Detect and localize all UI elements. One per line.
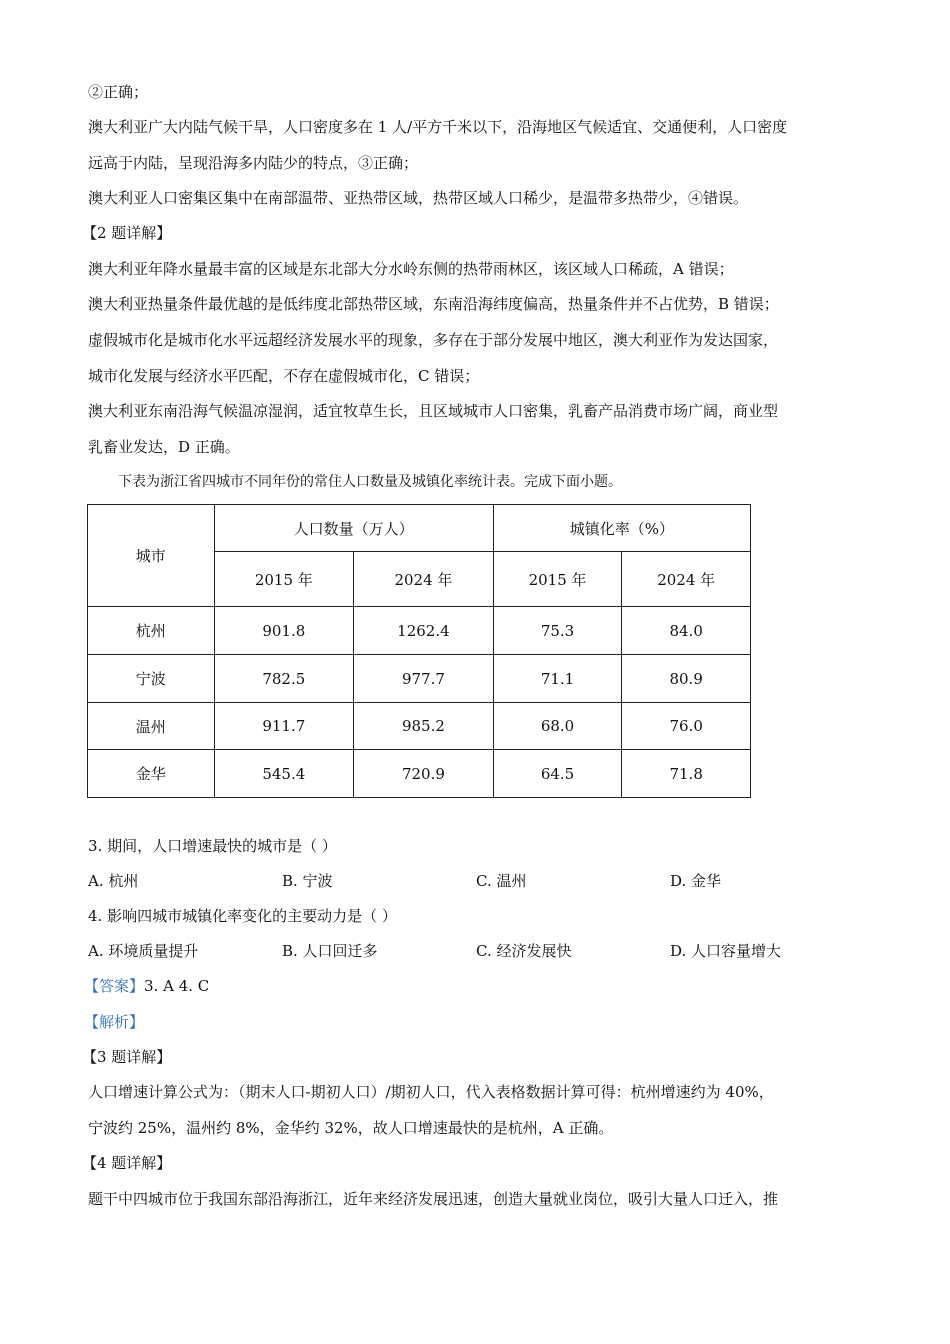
option-b[interactable]: B. 人口回迁多 <box>282 942 378 960</box>
table-header-urbanization: 城镇化率（%） <box>493 505 750 552</box>
text-line: 虚假城市化是城市化水平远超经济发展水平的现象，多存在于部分发展中地区，澳大利亚作为发达国家， <box>88 331 779 349</box>
table-cell: 1262.4 <box>354 607 494 655</box>
table-cell-city: 温州 <box>88 703 215 750</box>
text-line: 人口增速计算公式为：（期末人口-期初人口）/期初人口，代入表格数据计算可得：杭州增速约为 40%， <box>88 1083 774 1101</box>
table-cell: 64.5 <box>493 750 622 798</box>
text-line: 远高于内陆，呈现沿海多内陆少的特点，③正确； <box>88 154 419 172</box>
table-header-year: 2024 年 <box>622 552 751 607</box>
option-d[interactable]: D. 人口容量增大 <box>670 942 782 960</box>
table-row <box>88 655 751 703</box>
table-cell: 76.0 <box>622 703 751 750</box>
table-cell: 84.0 <box>622 607 751 655</box>
table-row <box>88 703 751 750</box>
table-row <box>88 607 751 655</box>
answer-label: 【答案】 <box>84 977 145 995</box>
text-line: 澳大利亚东南沿海气候温凉湿润，适宜牧草生长，且区域城市人口密集，乳畜产品消费市场广阔，商业型 <box>88 402 779 420</box>
option-b[interactable]: B. 宁波 <box>282 872 333 890</box>
text-line: 宁波约 25%，温州约 8%，金华约 32%，故人口增速最快的是杭州，A 正确。 <box>88 1119 614 1137</box>
section-heading: 【2 题详解】 <box>82 224 172 242</box>
text-line: 澳大利亚人口密集区集中在南部温带、亚热带区域，热带区域人口稀少，是温带多热带少，④错误。 <box>88 189 749 207</box>
table-header-year: 2015 年 <box>214 552 354 607</box>
table-header-city: 城市 <box>88 505 215 607</box>
table-cell: 80.9 <box>622 655 751 703</box>
table-cell-city: 金华 <box>88 750 215 798</box>
table-cell: 911.7 <box>214 703 354 750</box>
text-line: ②正确； <box>88 83 149 101</box>
table-cell: 545.4 <box>214 750 354 798</box>
text-line: 城市化发展与经济水平匹配，不存在虚假城市化，C 错误； <box>88 367 480 385</box>
option-a[interactable]: A. 杭州 <box>88 872 139 890</box>
text-line: 澳大利亚年降水量最丰富的区域是东北部大分水岭东侧的热带雨林区，该区域人口稀疏，A 错误； <box>88 260 734 278</box>
table-cell-city: 宁波 <box>88 655 215 703</box>
table-cell: 782.5 <box>214 655 354 703</box>
question-4-stem: 4. 影响四城市城镇化率变化的主要动力是（ ） <box>88 907 397 925</box>
question-4-options <box>88 941 868 961</box>
text-line: 澳大利亚广大内陆气候干旱，人口密度多在 1 人/平方千米以下，沿海地区气候适宜、交通便利，人口密度 <box>88 118 788 136</box>
table-header-population: 人口数量（万人） <box>214 505 493 552</box>
table-cell: 720.9 <box>354 750 494 798</box>
question-3-options <box>88 871 868 891</box>
table-cell-city: 杭州 <box>88 607 215 655</box>
table-cell: 71.8 <box>622 750 751 798</box>
table-cell: 68.0 <box>493 703 622 750</box>
text-line: 乳畜业发达，D 正确。 <box>88 438 240 456</box>
option-c[interactable]: C. 经济发展快 <box>476 942 572 960</box>
option-c[interactable]: C. 温州 <box>476 872 527 890</box>
table-intro: 下表为浙江省四城市不同年份的常住人口数量及城镇化率统计表。完成下面小题。 <box>118 474 622 490</box>
section-heading: 【3 题详解】 <box>82 1048 172 1066</box>
text-line: 澳大利亚热量条件最优越的是低纬度北部热带区域，东南沿海纬度偏高，热量条件并不占优势，B 错误； <box>88 295 779 313</box>
table-cell: 71.1 <box>493 655 622 703</box>
statistics-table <box>87 504 751 798</box>
answer-text: 3. A 4. C <box>144 977 210 995</box>
question-3-stem: 3. 期间，人口增速最快的城市是（ ） <box>88 837 337 855</box>
table-cell: 977.7 <box>354 655 494 703</box>
analysis-label: 【解析】 <box>84 1013 145 1031</box>
answer-line <box>84 976 864 996</box>
table-row <box>88 750 751 798</box>
table-header-year: 2015 年 <box>493 552 622 607</box>
text-line: 题干中四城市位于我国东部沿海浙江，近年来经济发展迅速，创造大量就业岗位，吸引大量人口迁入，推 <box>88 1190 779 1208</box>
option-a[interactable]: A. 环境质量提升 <box>88 942 199 960</box>
option-d[interactable]: D. 金华 <box>670 872 722 890</box>
table-cell: 75.3 <box>493 607 622 655</box>
table-cell: 901.8 <box>214 607 354 655</box>
table-cell: 985.2 <box>354 703 494 750</box>
table-header-year: 2024 年 <box>354 552 494 607</box>
section-heading: 【4 题详解】 <box>82 1154 172 1172</box>
